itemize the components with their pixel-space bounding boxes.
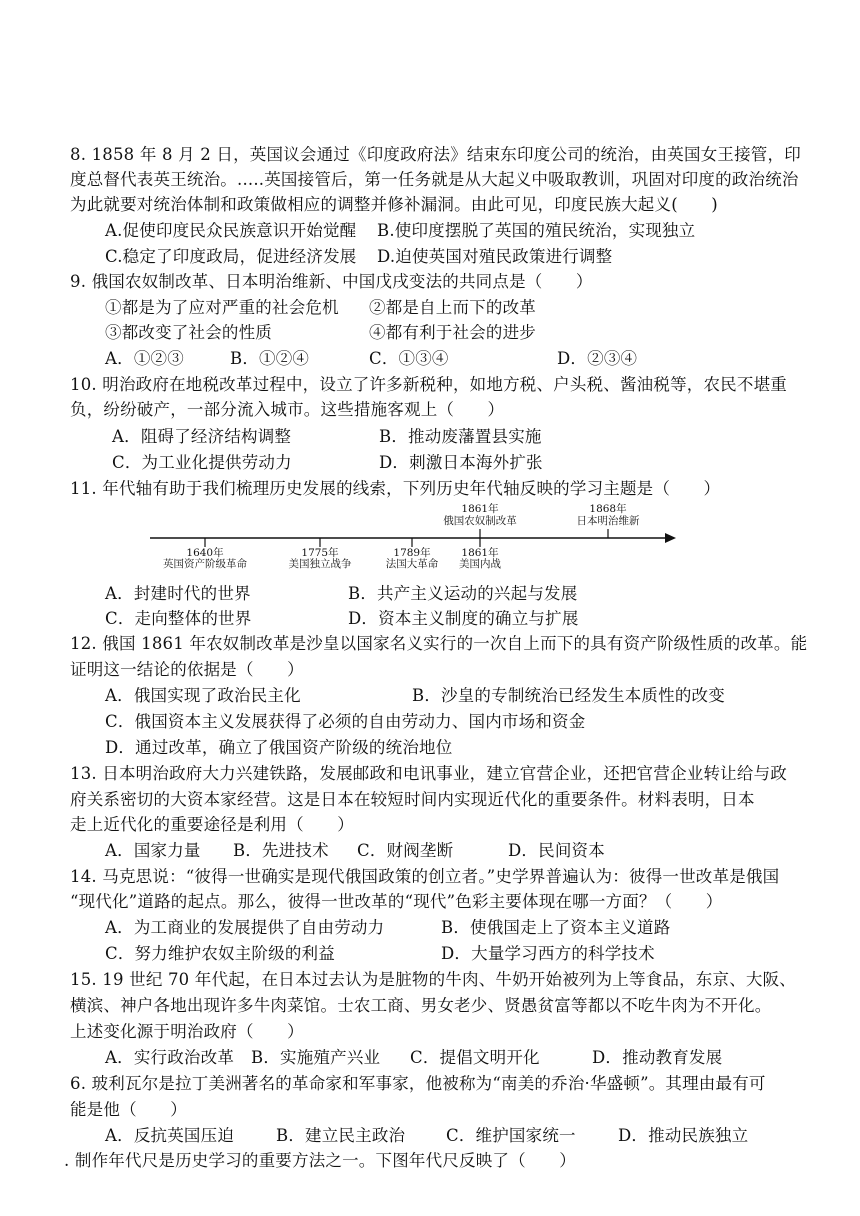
q12-stem-line-1: 12. 俄国 1861 年农奴制改革是沙皇以国家名义实行的一次自上而下的具有资产阶级性质的改革。能	[70, 634, 808, 653]
q8-stem-line-2: 度总督代表英王统治。.....英国接管后，第一任务就是从大起义中吸取教训，巩固对印度的政治统治	[70, 170, 799, 189]
q10-option-a: A．阻碍了经济结构调整	[112, 427, 292, 446]
q9-option-c: C．①③④	[369, 349, 449, 368]
q12-stem-line-2: 证明这一结论的依据是（ ）	[70, 660, 304, 679]
q8-option-b: B.使印度摆脱了英国的殖民统治，实现独立	[377, 221, 696, 240]
timeline-below-event-4: 美国内战	[459, 558, 501, 570]
timeline-above-event-1: 俄国农奴制改革	[443, 515, 517, 527]
q11-option-c: C．走向整体的世界	[105, 609, 252, 628]
timeline-below-event-2: 美国独立战争	[288, 558, 352, 570]
q15-option-a: A．实行政治改革	[105, 1048, 235, 1067]
timeline-below-event-1: 英国资产阶级革命	[163, 558, 247, 570]
q8-stem-line-3: 为此就要对统治体制和政策做相应的调整并修补漏洞。由此可见，印度民族大起义( )	[70, 195, 718, 214]
q14-option-b: B．使俄国走上了资本主义道路	[441, 918, 671, 937]
q13-option-d: D．民间资本	[508, 841, 605, 860]
timeline-arrow-icon	[665, 533, 676, 543]
q12-option-c: C．俄国资本主义发展获得了必须的自由劳动力、国内市场和资金	[105, 712, 586, 731]
q9-item-4: ④都有利于社会的进步	[369, 323, 536, 342]
q15-stem-line-2: 横滨、神户各地出现许多牛肉菜馆。士农工商、男女老少、贤愚贫富等都以不吃牛肉为不开化。	[70, 996, 772, 1015]
timeline-above-event-2: 日本明治维新	[576, 515, 640, 527]
q9-stem: 9. 俄国农奴制改革、日本明治维新、中国戊戌变法的共同点是（ ）	[70, 272, 593, 291]
q14-option-a: A．为工商业的发展提供了自由劳动力	[105, 918, 385, 937]
timeline-below-year-1: 1640年	[186, 547, 224, 559]
q14-option-c: C．努力维护农奴主阶级的利益	[105, 944, 335, 963]
q8-option-d: D.迫使英国对殖民政策进行调整	[377, 247, 613, 266]
q9-option-b: B．①②④	[230, 349, 310, 368]
q9-item-2: ②都是自上而下的改革	[369, 298, 536, 317]
q8-option-a: A.促使印度民众民族意识开始觉醒	[105, 221, 357, 240]
q14-stem-line-2: “现代化”道路的起点。那么，彼得一世改革的“现代”色彩主要体现在哪一方面？（ ）	[70, 892, 723, 911]
timeline-below-year-2: 1775年	[301, 547, 339, 559]
q9-option-a: A．①②③	[105, 349, 184, 368]
q16-option-b: B．建立民主政治	[276, 1126, 406, 1145]
timeline-below-year-3: 1789年	[393, 547, 431, 559]
q11-option-d: D．资本主义制度的确立与扩展	[348, 609, 579, 628]
q10-option-b: B．推动废藩置县实施	[379, 427, 542, 446]
q10-option-c: C．为工业化提供劳动力	[112, 453, 292, 472]
q16-option-d: D．推动民族独立	[618, 1126, 749, 1145]
q11-timeline	[150, 505, 680, 575]
q13-stem-line-3: 走上近代化的重要途径是利用（ ）	[70, 815, 354, 834]
q16-option-c: C．维护国家统一	[446, 1126, 576, 1145]
timeline-above-year-2: 1868年	[589, 503, 627, 515]
q15-option-c: C．提倡文明开化	[410, 1048, 540, 1067]
q13-option-a: A．国家力量	[105, 841, 201, 860]
timeline-below-event-3: 法国大革命	[385, 558, 439, 570]
q16-option-a: A．反抗英国压迫	[105, 1126, 235, 1145]
q14-stem-line-1: 14. 马克思说：“彼得一世确实是现代俄国政策的创立者。”史学界普遍认为：彼得一世改革是俄国	[70, 867, 780, 886]
q12-option-d: D．通过改革，确立了俄国资产阶级的统治地位	[105, 738, 453, 757]
q13-option-c: C．财阀垄断	[357, 841, 454, 860]
q10-stem-line-2: 负，纷纷破产，一部分流入城市。这些措施客观上（ ）	[70, 400, 505, 419]
q12-option-a: A．俄国实现了政治民主化	[105, 686, 301, 705]
q11-option-a: A．封建时代的世界	[105, 584, 251, 603]
q9-option-d: D．②③④	[557, 349, 638, 368]
q9-item-1: ①都是为了应对严重的社会危机	[105, 298, 339, 317]
timeline-below-year-4: 1861年	[461, 547, 499, 559]
q8-option-c: C.稳定了印度政局，促进经济发展	[105, 247, 357, 266]
q15-stem-line-3: 上述变化源于明治政府（ ）	[70, 1022, 304, 1041]
q15-option-b: B．实施殖产兴业	[251, 1048, 381, 1067]
q14-option-d: D．大量学习西方的科学技术	[441, 944, 655, 963]
q15-option-d: D．推动教育发展	[592, 1048, 723, 1067]
q13-stem-line-2: 府关系密切的大资本家经营。这是日本在较短时间内实现近代化的重要条件。材料表明，日本	[70, 790, 755, 809]
q13-option-b: B．先进技术	[233, 841, 329, 860]
q16-stem-line-1: 6. 玻利瓦尔是拉丁美洲著名的革命家和军事家，他被称为“南美的乔治·华盛顿”。其理由最有可	[70, 1074, 766, 1093]
q10-option-d: D．刺激日本海外扩张	[379, 453, 543, 472]
q9-item-3: ③都改变了社会的性质	[105, 323, 272, 342]
q13-stem-line-1: 13. 日本明治政府大力兴建铁路，发展邮政和电讯事业，建立官营企业，还把官营企业转让给与政	[70, 764, 787, 783]
q12-option-b: B．沙皇的专制统治已经发生本质性的改变	[412, 686, 725, 705]
timeline-above-year-1: 1861年	[461, 503, 499, 515]
q15-stem-line-1: 15. 19 世纪 70 年代起，在日本过去认为是脏物的牛肉、牛奶开始被列为上等食品，东京、大阪、	[70, 970, 797, 989]
q10-stem-line-1: 10. 明治政府在地税改革过程中，设立了许多新税种，如地方税、户头税、酱油税等，农民不堪重	[70, 375, 787, 394]
q17-stem: . 制作年代尺是历史学习的重要方法之一。下图年代尺反映了（ ）	[64, 1151, 576, 1170]
q8-stem-line-1: 8. 1858 年 8 月 2 日，英国议会通过《印度政府法》结束东印度公司的统治，由英国女王接管，印	[70, 145, 801, 164]
q11-option-b: B．共产主义运动的兴起与发展	[348, 584, 578, 603]
q11-stem: 11. 年代轴有助于我们梳理历史发展的线索，下列历史年代轴反映的学习主题是（ ）	[70, 479, 721, 498]
q16-stem-line-2: 能是他（ ）	[70, 1100, 187, 1119]
